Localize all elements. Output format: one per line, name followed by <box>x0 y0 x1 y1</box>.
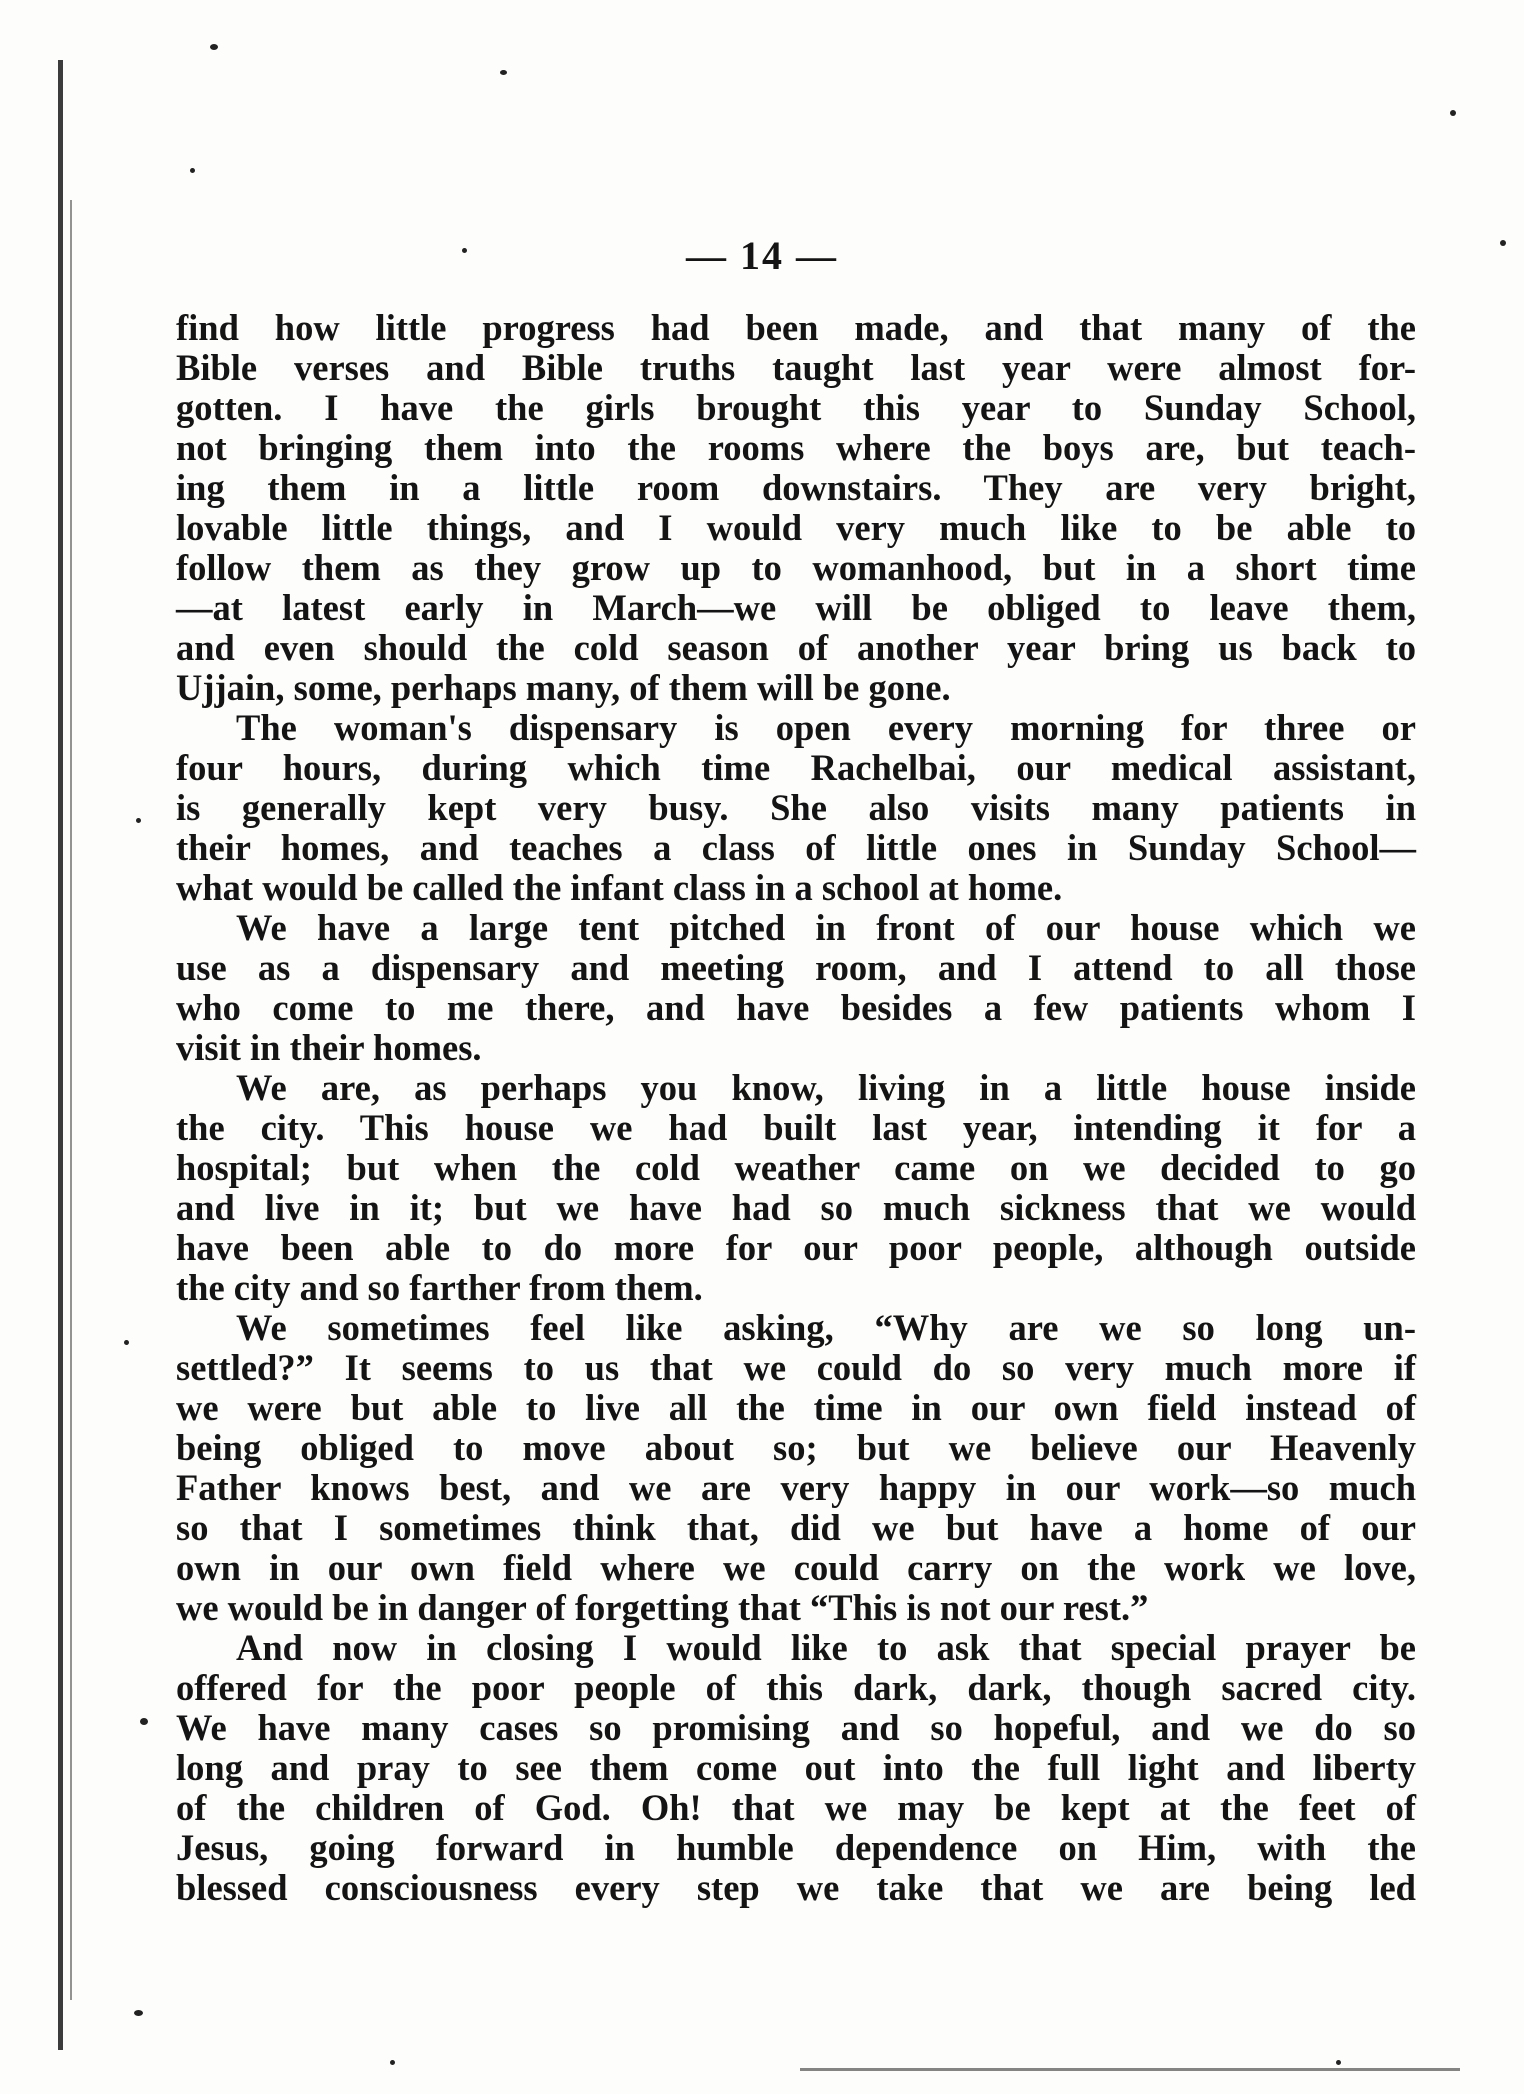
scan-speck <box>140 1718 148 1725</box>
text-line: and live in it; but we have had so much sickness that we would <box>176 1187 1416 1228</box>
text-line: so that I sometimes think that, did we but have a home of our <box>176 1507 1416 1548</box>
text-line: not bringing them into the rooms where the boys are, but teach- <box>176 427 1416 468</box>
text-line: own in our own field where we could carry on the work we love, <box>176 1547 1416 1588</box>
body-text <box>176 308 1416 1908</box>
text-line: Ujjain, some, perhaps many, of them will be gone. <box>176 667 951 708</box>
text-line: offered for the poor people of this dark, dark, though sacred city. <box>176 1667 1416 1708</box>
text-line: The woman's dispensary is open every morning for three or <box>236 707 1416 748</box>
scan-speck <box>462 248 467 253</box>
text-line: their homes, and teaches a class of little ones in Sunday School— <box>176 827 1416 868</box>
scan-speck <box>134 2010 143 2016</box>
text-line: follow them as they grow up to womanhood, but in a short time <box>176 547 1416 588</box>
text-line: what would be called the infant class in a school at home. <box>176 867 1063 908</box>
page-number: — 14 — <box>686 233 838 278</box>
text-line: ing them in a little room downstairs. They are very bright, <box>176 467 1416 508</box>
text-line: We are, as perhaps you know, living in a little house inside <box>236 1067 1416 1108</box>
text-line: who come to me there, and have besides a few patients whom I <box>176 987 1416 1028</box>
text-line: Father knows best, and we are very happy in our work—so much <box>176 1467 1416 1508</box>
text-line: gotten. I have the girls brought this year to Sunday School, <box>176 387 1416 428</box>
text-line: is generally kept very busy. She also visits many patients in <box>176 787 1416 828</box>
text-line: find how little progress had been made, and that many of the <box>176 307 1416 348</box>
scan-speck <box>136 818 141 823</box>
text-line: we would be in danger of forgetting that “This is not our rest.” <box>176 1587 1149 1628</box>
text-line: visit in their homes. <box>176 1027 482 1068</box>
text-line: have been able to do more for our poor people, although outside <box>176 1227 1416 1268</box>
text-line: lovable little things, and I would very much like to be able to <box>176 507 1416 548</box>
text-line: the city. This house we had built last year, intending it for a <box>176 1107 1416 1148</box>
text-line: we were but able to live all the time in our own field instead of <box>176 1387 1416 1428</box>
binding-edge-shadow <box>70 200 72 2000</box>
text-line: —at latest early in March—we will be obliged to leave them, <box>176 587 1416 628</box>
text-line: And now in closing I would like to ask that special prayer be <box>236 1627 1416 1668</box>
scan-speck <box>190 168 195 173</box>
text-line: We have many cases so promising and so hopeful, and we do so <box>176 1707 1416 1748</box>
text-line: the city and so farther from them. <box>176 1267 703 1308</box>
text-line: use as a dispensary and meeting room, and I attend to all those <box>176 947 1416 988</box>
text-line: long and pray to see them come out into the full light and liberty <box>176 1747 1416 1788</box>
text-line: Bible verses and Bible truths taught last year were almost for- <box>176 347 1416 388</box>
scan-speck <box>1500 240 1506 246</box>
scan-speck <box>1450 110 1456 116</box>
text-line: and even should the cold season of another year bring us back to <box>176 627 1416 668</box>
text-line: settled?” It seems to us that we could do so very much more if <box>176 1347 1416 1388</box>
text-line: being obliged to move about so; but we believe our Heavenly <box>176 1427 1416 1468</box>
text-line: We sometimes feel like asking, “Why are we so long un- <box>236 1307 1416 1348</box>
text-line: four hours, during which time Rachelbai, our medical assistant, <box>176 747 1416 788</box>
scan-speck <box>1336 2060 1341 2065</box>
scan-speck <box>390 2060 395 2065</box>
text-line: blessed consciousness every step we take that we are being led <box>176 1867 1416 1908</box>
scan-speck <box>124 1340 129 1345</box>
text-line: of the children of God. Oh! that we may be kept at the feet of <box>176 1787 1416 1828</box>
bottom-edge-line <box>800 2068 1460 2071</box>
scan-speck <box>500 70 507 75</box>
text-line: hospital; but when the cold weather came on we decided to go <box>176 1147 1416 1188</box>
text-line: We have a large tent pitched in front of our house which we <box>236 907 1416 948</box>
text-line: Jesus, going forward in humble dependence on Him, with the <box>176 1827 1416 1868</box>
scan-speck <box>210 44 218 50</box>
binding-edge-line <box>58 60 63 2050</box>
